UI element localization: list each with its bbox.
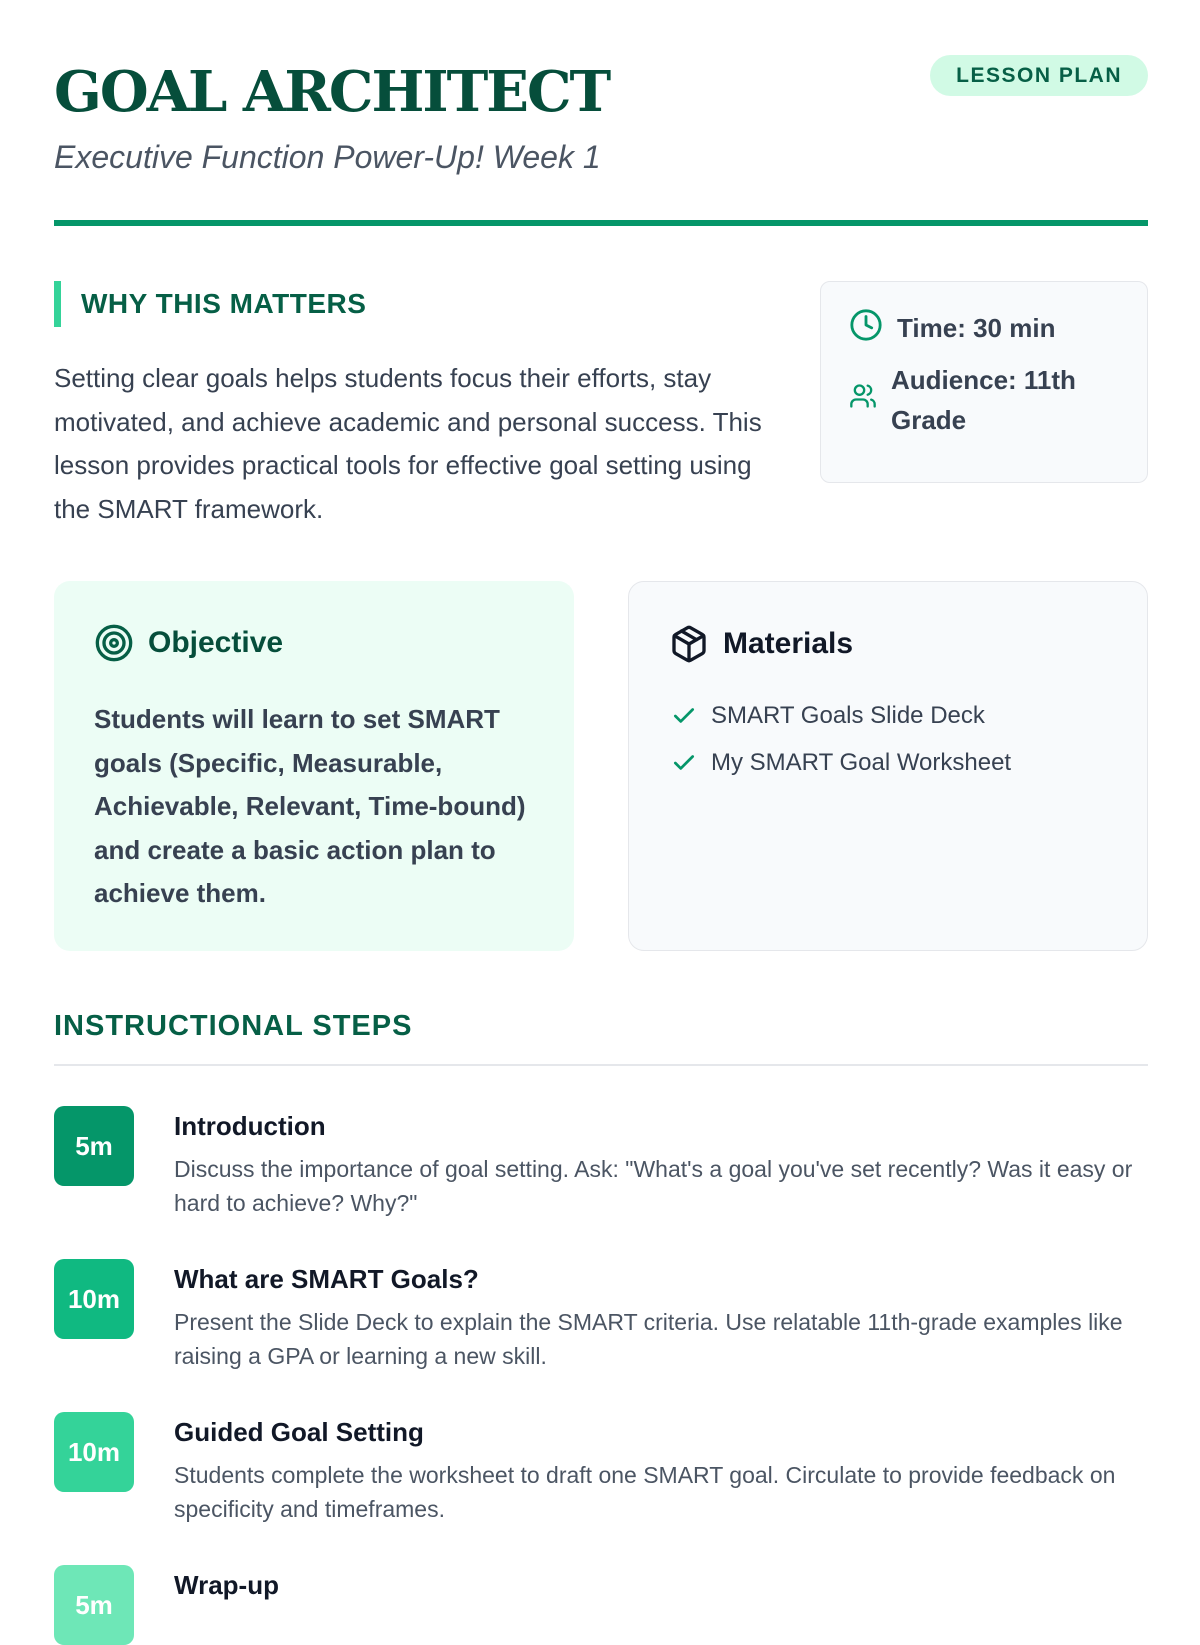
time-row	[849, 308, 1055, 348]
heading-accent-bar	[54, 281, 61, 327]
step-name: What are SMART Goals?	[174, 1264, 479, 1294]
objective-heading: Objective	[148, 626, 284, 659]
why-heading	[54, 281, 784, 327]
material-label: SMART Goals Slide Deck	[711, 701, 985, 729]
check-icon	[671, 750, 697, 776]
duration-badge: 5m	[54, 1565, 134, 1645]
objective-header	[94, 623, 283, 663]
target-icon	[94, 623, 134, 663]
material-label: My SMART Goal Worksheet	[711, 748, 1012, 776]
lesson-info-card	[820, 281, 1148, 483]
box-icon	[669, 624, 709, 664]
steps-divider	[54, 1064, 1148, 1066]
objective-card	[54, 581, 574, 951]
materials-list	[671, 692, 1011, 786]
clock-icon	[849, 308, 883, 342]
time-text: Time: 30 min	[897, 313, 1056, 343]
list-item	[671, 739, 1011, 786]
step-description: Discuss the importance of goal setting. Ask: "What's a goal you've set recently? Was it easy or hard to achieve? Why?"	[174, 1156, 1133, 1216]
step-description: Present the Slide Deck to explain the SMART criteria. Use relatable 11th-grade examples like raising a GPA or learning a new skill.	[174, 1309, 1123, 1369]
materials-heading: Materials	[723, 627, 854, 660]
header	[54, 55, 1148, 227]
audience-text: Audience: 11th Grade	[891, 365, 1076, 435]
step-name: Introduction	[174, 1111, 326, 1141]
list-item	[671, 692, 1011, 739]
duration-badge: 10m	[54, 1259, 134, 1339]
duration-badge: 10m	[54, 1412, 134, 1492]
objective-text: Students will learn to set SMART goals (Specific, Measurable, Achievable, Relevant, Time-bound) and create a basic action plan to achieve them.	[94, 704, 526, 908]
materials-header	[669, 624, 853, 664]
step-description: Students complete the worksheet to draft one SMART goal. Circulate to provide feedback on specificity and timeframes.	[174, 1462, 1116, 1522]
page-title: GOAL ARCHITECT	[54, 59, 610, 125]
duration-badge: 5m	[54, 1106, 134, 1186]
check-icon	[671, 703, 697, 729]
why-this-matters-section	[54, 281, 784, 531]
steps-heading: INSTRUCTIONAL STEPS	[54, 1010, 413, 1042]
step-name: Guided Goal Setting	[174, 1417, 424, 1447]
why-heading-text: WHY THIS MATTERS	[81, 288, 367, 319]
users-icon	[849, 382, 877, 410]
lesson-plan-badge: LESSON PLAN	[930, 55, 1148, 96]
audience-row	[849, 360, 1139, 440]
lesson-plan-page	[54, 0, 1148, 1620]
header-divider	[54, 220, 1148, 226]
step-name: Wrap-up	[174, 1570, 279, 1600]
page-subtitle: Executive Function Power-Up! Week 1	[54, 139, 601, 175]
why-text: Setting clear goals helps students focus their efforts, stay motivated, and achieve academic and personal success. This lesson provides practical tools for effective goal setting using the SMART framework.	[54, 363, 762, 524]
materials-card	[628, 581, 1148, 951]
